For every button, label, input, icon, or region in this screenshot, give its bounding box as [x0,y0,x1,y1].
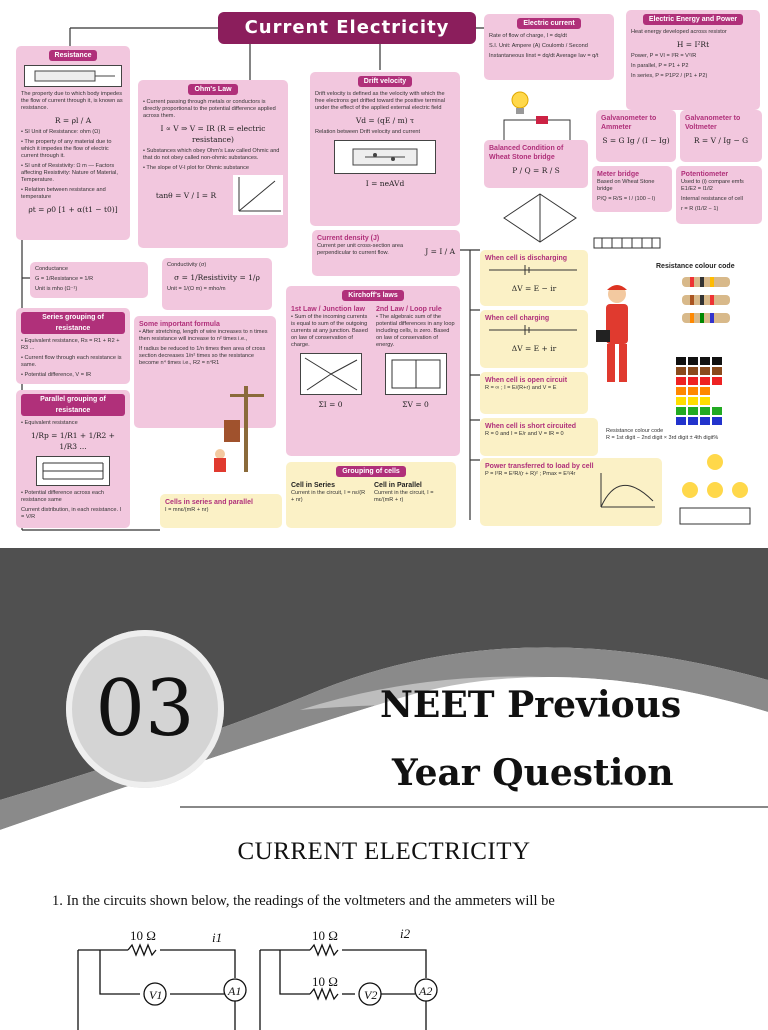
heat-energy-formula: H = I²Rt [676,40,710,49]
grouping-cells-tag: Grouping of cells [336,466,406,477]
meter-bridge-tag: Meter bridge [597,171,640,178]
q1-r1-label: 10 Ω [130,928,156,943]
colour-code-tag: Resistance colour code [656,263,735,270]
q1-r2-label: 10 Ω [312,928,338,943]
ohms-law-def: • Current passing through metals or conductors is directly proportional to the potential difference applied across them. [143,99,276,119]
short-circuit-card [480,418,598,456]
parallel-grouping-text1: • Equivalent resistance [21,420,78,426]
discharging-card [480,250,588,306]
wheatstone-diagram [500,190,580,246]
discharging-tag: When cell is discharging [485,255,568,262]
q1-v2-label: V2 [364,988,378,1002]
open-circuit-formula: R = ∞ ; I = E/(R+r) and V = E [485,385,557,391]
galvanometer-voltmeter-tag: Galvanometer to Voltmeter [685,115,741,131]
charging-tag: When cell charging [485,315,550,322]
heat-energy-def: Heat energy developed across resistor [631,29,727,35]
kirchhoff-card [286,286,460,456]
kirchhoff-second: 2nd Law / Loop rule [376,306,442,313]
meter-bridge-card [592,166,672,212]
potentiometer-formula: r = R (l1/l2 − 1) [681,206,719,212]
ohms-slope-formula: tanθ = V / I = R [155,190,217,200]
vi-graph [233,175,283,215]
kirchhoff-tag: Kirchoff's laws [342,290,404,301]
resistance-temp: • Relation between resistance and temperature [21,187,106,200]
series-grouping-card [16,308,130,384]
poster-title: Current Electricity [218,12,476,44]
meter-bridge-diagram [592,226,662,256]
power-load-tag: Power transferred to load by cell [485,463,594,470]
drift-velocity-card [310,72,460,226]
power-load-card [480,458,662,526]
conductor-diagram [24,65,122,87]
kirchhoff-second-def: • The algebraic sum of the potential differences in any loop including cells, is zero. Based on law of conservation of energy. [376,314,455,348]
meter-bridge-formula: P/Q = R/S = l / (100 − l) [597,196,656,202]
series-grouping-text3: • Potential difference, V = IR [21,372,92,378]
wheatstone-tag: Balanced Condition of Wheat Stone bridge [489,145,564,161]
resistance-formula: R = ρl / A [54,116,92,125]
electric-current-def: Rate of flow of charge, I = dq/dt [489,33,567,39]
conductivity-label: Conductivity (σ) [167,262,207,268]
parallel-grouping-formula: 1/Rp = 1/R1 + 1/R2 + 1/R3 ... [31,431,115,451]
heading-rule [180,806,768,808]
drift-current-formula: I = neAVd [365,179,405,188]
q1-r3-label: 10 Ω [312,974,338,989]
charging-circuit [485,323,581,337]
cells-series-parallel-card [160,494,282,528]
galvanometer-voltmeter-card [680,110,762,162]
current-density-tag: Current density (J) [317,235,380,242]
current-density-formula: J = I / A [425,247,455,256]
drift-relation: Relation between Drift velocity and current [315,129,421,135]
section-heading-line1: NEET Previous [380,684,682,726]
electric-current-card [484,14,614,80]
ohms-law-tag: Ohm's Law [188,84,237,95]
cell-parallel-formula: Current in the circuit, I = mε/(mR + r) [374,490,434,503]
charging-card [480,310,588,368]
chapter-title: CURRENT ELECTRICITY [237,838,531,865]
discharging-circuit [485,263,581,277]
wheatstone-card [484,140,588,188]
colour-code-caption-1: Resistance colour code [606,428,664,434]
electric-current-tag: Electric current [517,18,580,29]
short-circuit-formula: R = 0 and I = E/r and V = IR = 0 [485,431,564,437]
parallel-diagram [36,456,110,486]
drift-velocity-formula: Vd = (qE / m) τ [355,116,415,125]
conductivity-card [162,258,272,310]
wheatstone-formula: P / Q = R / S [512,166,560,175]
colour-code-chart [656,271,760,431]
open-circuit-card [480,372,588,414]
resistance-unit: • SI Unit of Resistance: ohm (Ω) [21,129,101,135]
resistivity-unit: • SI unit of Resistivity: Ω m — Factors affecting Resistivity: Nature of Material, Temperature. [21,163,118,183]
potentiometer-card [676,166,762,224]
ohms-law-card [138,80,288,248]
cell-parallel-label: Cell in Parallel [374,482,422,489]
kirchhoff-second-formula: ΣV = 0 [402,400,429,409]
electrician-illustration [592,280,642,390]
q1-i2-label: i2 [400,926,411,941]
current-density-def: Current per unit cross-section area perpendicular to current flow. [317,243,404,256]
galvanometer-ammeter-formula: S = G Ig / (I − Ig) [602,136,670,145]
question-1-text: 1. In the circuits shown below, the readings of the voltmeters and the ammeters will be [52,893,555,909]
colour-code-caption [606,428,766,442]
short-circuit-tag: When cell is short circuited [485,423,577,430]
galvanometer-ammeter-tag: Galvanometer to Ammeter [601,115,657,131]
electric-current-unit: S.I. Unit: Ampere (A) Coulomb / Second [489,43,588,49]
section-number: 03 [95,664,195,754]
power-curve [597,471,657,511]
important-formula-text2: If radius be reduced to 1/n times then area of cross section decreases 1/n² times so the resistance become n⁴ times i.e., R2 = n⁴R1 [139,346,266,366]
cells-series-parallel-tag: Cells in series and parallel [165,499,253,506]
ohms-law-formula: I ∝ V ⇒ V = IR (R = electric resistance) [160,124,266,144]
q1-a1-label: A1 [228,984,242,998]
junction-diagram [300,353,362,395]
parallel-grouping-card [16,390,130,528]
galvanometer-voltmeter-formula: R = V / Ig − G [693,136,749,145]
conductance-formula: G = 1/Resistance = 1/R [35,276,94,282]
energy-power-tag: Electric Energy and Power [643,14,743,25]
conductance-unit: Unit is mho (Ω⁻¹) [35,286,78,292]
pole-illustration [210,384,270,474]
drift-diagram [334,140,436,174]
loop-diagram [385,353,447,395]
meter-bridge-def: Based on Wheat Stone bridge [597,179,655,192]
resistivity-def: • The property of any material due to which it impedes the flow of electric current through it. [21,139,112,159]
bulbs-illustration [670,450,760,530]
kirchhoff-first: 1st Law / Junction law [291,306,365,313]
power-load-formula: P = I²R = E²R/(r + R)² ; Pmax = E²/4r [485,471,576,477]
resistance-def: The property due to which body impedes the flow of current through it, is known as resistance. [21,91,123,111]
ohmic-def: • Substances which obey Ohm's Law called Ohmic and that do not obey called non-ohmic substances. [143,148,280,161]
kirchhoff-first-def: • Sum of the incoming currents is equal to sum of the outgoing currents at any junction. Based on law of conservation of charge. [291,314,368,348]
q1-i1-label: i1 [212,930,223,945]
colour-code-caption-2: R = 1st digit − 2nd digit × 3rd digit ± 4th digit% [606,435,719,441]
conductance-card [30,262,148,298]
energy-power-card [626,10,760,110]
kirchhoff-first-formula: ΣI = 0 [318,400,343,409]
charging-formula: ΔV = E + ir [511,344,557,353]
resistance-tag: Resistance [49,50,98,61]
q1-v1-label: V1 [149,988,163,1002]
open-circuit-tag: When cell is open circuit [485,377,568,384]
power-formula: Power, P = VI = I²R = V²/R [631,53,697,59]
series-grouping-text1: • Equivalent resistance, Rs = R1 + R2 + R3 ... [21,338,120,351]
cell-series-label: Cell in Series [291,482,335,489]
conductance-label: Conductance [35,266,68,272]
q1-a2-label: A2 [419,984,433,998]
resistance-card [16,46,130,240]
drift-velocity-def: Drift velocity is defined as the velocity with which the free electrons get drifted toward the positive terminal under the effect of the applied external electric field [315,91,445,111]
parallel-grouping-text3: Current distribution, in each resistance. I = V/R [21,507,122,520]
section-heading-line2: Year Question [392,752,674,794]
cells-series-parallel-formula: I = mnε/(mR + nr) [165,507,209,513]
important-formula-tag: Some important formula [139,321,220,328]
grouping-cells-card [286,462,456,528]
conductivity-formula: σ = 1/Resistivity = 1/ρ [174,273,260,282]
current-density-card [312,230,460,276]
power-series: In series, P = P1P2 / (P1 + P2) [631,73,708,79]
electric-current-formula: Instantaneous Iinst = dq/dt Average Iav = q/t [489,53,599,59]
power-parallel: In parallel, P = P1 + P2 [631,63,689,69]
series-grouping-tag: Series grouping of resistance [21,312,125,334]
galvanometer-ammeter-card [596,110,676,162]
ohmic-slope: • The slope of V-I plot for Ohmic substance [143,165,250,171]
parallel-grouping-tag: Parallel grouping of resistance [21,394,125,416]
parallel-grouping-text2: • Potential difference across each resistance same [21,490,105,503]
important-formula-text1: • After stretching, length of wire increases to n times then resistance will increase to n² times i.e., [139,329,268,342]
potentiometer-use: Used to (i) compare emfs E1/E2 = l1/l2 [681,179,744,192]
series-grouping-text2: • Current flow through each resistance is same. [21,355,122,368]
potentiometer-tag: Potentiometer [681,171,729,178]
conductivity-unit: Unit = 1/(Ω m) = mho/m [167,286,226,292]
colour-code-block [656,262,762,442]
discharging-formula: ΔV = E − ir [511,284,557,293]
drift-velocity-tag: Drift velocity [358,76,412,87]
cell-series-formula: Current in the circuit, I = nε/(R + nr) [291,490,366,503]
resistance-temp-formula: ρt = ρ0 [1 + α(t1 − t0)] [28,205,118,214]
potentiometer-internal: Internal resistance of cell [681,196,743,202]
question-1-circuits [70,920,470,1030]
